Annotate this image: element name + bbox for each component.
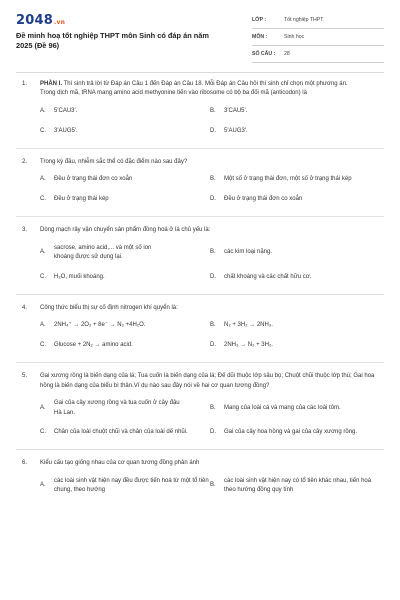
option-d[interactable]: D. Gai của cây hoa hồng và gai của cây xương rồng. (210, 429, 358, 436)
question-1 (0, 80, 400, 147)
question-list (0, 80, 400, 506)
options (40, 175, 378, 215)
document-header (0, 0, 400, 66)
meta-key: SỐ CÂU : (252, 51, 276, 57)
option-a[interactable]: A. sacrose, amino acid,... và một số ion khoáng được sử dụng lại. (40, 244, 152, 261)
question-stem: Trong dịch mã, tRNA mang amino acid methyonine tiến vào ribosome có bộ ba đối mã (anticodon) là (40, 90, 307, 97)
meta-row-count (252, 48, 384, 63)
option-a[interactable]: A. Đều ở trạng thái đơn co xoắn (40, 176, 133, 183)
part-label: PHẦN I. (40, 81, 63, 87)
option-c[interactable]: C. Chân của loài chuột chũi và chân của loài dế nhũi. (40, 429, 188, 436)
question-text: Công thức biểu thị sự cố định nitrogen khí quyển là: (40, 304, 178, 311)
question-number: 3. (22, 227, 28, 234)
option-a[interactable]: A. 5'CAU3'. (40, 108, 78, 115)
question-text (40, 80, 378, 99)
option-c[interactable]: C. H₂O, muối khoáng. (40, 274, 105, 281)
question-number: 6. (22, 460, 28, 467)
question-6 (0, 459, 400, 506)
option-b[interactable]: B. Mang của loài cá và mang của các loài tôm. (210, 404, 341, 411)
option-c[interactable]: C. 3'AUG5'. (40, 128, 78, 135)
question-text: Dòng mạch rây vận chuyển sản phẩm đồng hoá ở lá chủ yếu là: (40, 227, 211, 234)
question-number: 5. (22, 373, 28, 380)
question-4 (0, 304, 400, 361)
option-d[interactable]: D. chất khoáng và các chất hữu cơ. (210, 274, 312, 281)
question-3 (0, 226, 400, 293)
meta-row-class (252, 14, 384, 29)
question-divider (16, 294, 384, 295)
option-d[interactable]: D. 5'AUG3'. (210, 128, 248, 135)
question-text: Kiểu cấu tạo giống nhau của cơ quan tương đồng phản ánh (40, 460, 200, 467)
option-b[interactable]: B. các kim loại nặng. (210, 249, 273, 256)
options (40, 107, 378, 147)
meta-value: Sinh học (284, 34, 305, 40)
question-number: 1. (22, 81, 28, 87)
option-a[interactable]: A. Gai của cây xương rồng và tua cuốn ở cây đậu Hà Lan. (40, 400, 180, 416)
question-divider (16, 148, 384, 149)
option-c[interactable]: C. Đều ở trạng thái kép (40, 196, 109, 203)
option-d[interactable]: D. Đều ở trạng thái đơn co xoắn (210, 196, 303, 203)
option-b[interactable]: B. 3'CAU5'. (210, 108, 248, 115)
document-title: Đề minh hoạ tốt nghiệp THPT môn Sinh có đáp án năm 2025 (Đề 96) (16, 31, 209, 50)
options (40, 477, 378, 506)
meta-row-subject (252, 31, 384, 46)
options (40, 321, 378, 361)
question-text: Trong kỳ đầu, nhiễm sắc thể có đặc điểm nào sau đây? (40, 158, 188, 165)
question-divider (16, 216, 384, 217)
options (40, 399, 378, 448)
meta-value: Tốt nghiệp THPT (284, 17, 324, 23)
option-b[interactable]: B. các loài sinh vật hiện nay có tổ tiên khác nhau, tiến hoá theo hướng đồng quy tính (210, 477, 372, 494)
question-number: 2. (22, 158, 28, 165)
header-divider (16, 72, 384, 73)
question-2 (0, 158, 400, 215)
option-b[interactable]: B. Một số ở trạng thái đơn, một số ở trạng thái kép (210, 176, 352, 183)
option-d[interactable]: D. 2NH₃ → N₂ + 3H₂. (210, 342, 273, 349)
meta-key: MÔN : (252, 34, 268, 40)
option-c[interactable]: C. Glucose + 2N₂ → amino acid. (40, 342, 133, 349)
meta-box (252, 14, 384, 65)
part-instructions: Thí sinh trả lời từ Đáp án Câu 1 đến Đáp án Câu 18. Mỗi Đáp án Câu hỏi thí sinh chỉ chọn một phương án. (63, 81, 348, 87)
question-divider (16, 362, 384, 363)
meta-key: LỚP : (252, 17, 267, 23)
site-logo[interactable]: 2048.vn (16, 13, 66, 28)
option-a[interactable]: A. 2NH₄⁺ → 2O₂ + 8e⁻ → N₂ +4H₂O. (40, 322, 146, 329)
option-b[interactable]: B. N₂ + 3H₂ → 2NH₃. (210, 322, 273, 329)
question-divider (16, 449, 384, 450)
options (40, 244, 378, 293)
option-a[interactable]: A. các loài sinh vật hiện nay đều được tiến hoá từ một tổ tiên chung, theo hướng (40, 477, 209, 494)
meta-value: 28 (284, 51, 290, 57)
question-5 (0, 372, 400, 448)
question-text: Gai xương rồng là biến dạng của lá; Tua cuốn là biến dạng của lá; Đế dũi thuộc lớp sâu bọ; Chuột chũi thuộc lớp thú; Gai hoa hồng là biến dạng của biểu bì thân.Ví dụ nào sau đây nói về hai cơ quan tương đồng? (40, 373, 375, 389)
question-number: 4. (22, 304, 28, 311)
